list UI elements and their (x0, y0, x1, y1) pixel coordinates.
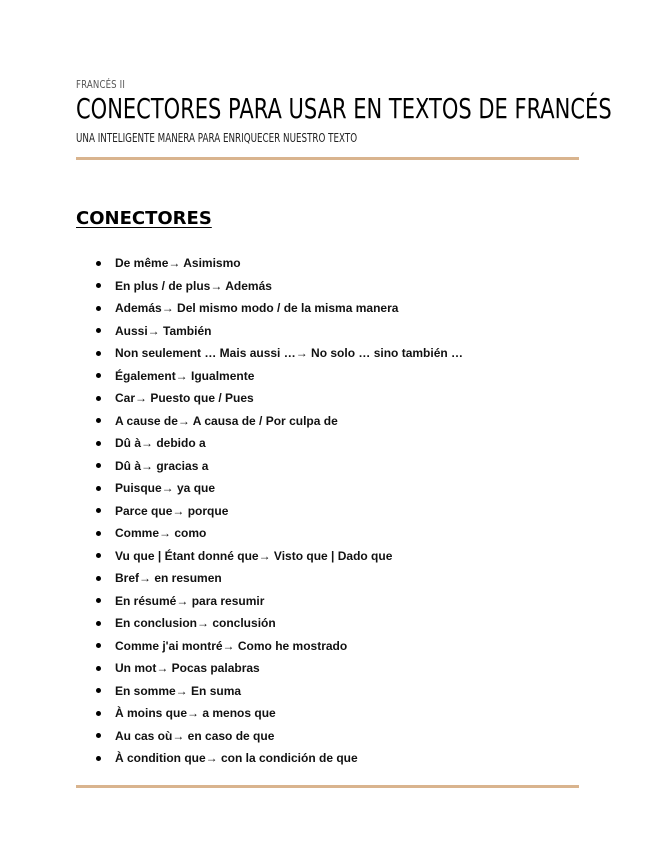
connector-text: De même→ Asimismo (115, 256, 241, 271)
top-divider (76, 157, 579, 160)
list-item (96, 297, 463, 320)
connector-text: Car→ Puesto que / Pues (115, 391, 254, 406)
bullet-icon (96, 463, 101, 468)
bullet-icon (96, 373, 101, 378)
bullet-icon (96, 441, 101, 446)
bullet-icon (96, 756, 101, 761)
connector-text: Bref→ en resumen (115, 571, 222, 586)
connector-text: Comme j'ai montré→ Como he mostrado (115, 638, 348, 653)
list-item (96, 275, 463, 298)
connector-text: En résumé→ para resumir (115, 593, 265, 608)
bottom-divider (76, 785, 579, 788)
page-title: CONECTORES PARA USAR EN TEXTOS DE FRANCÉS (76, 92, 612, 125)
course-label: FRANCÉS II (76, 78, 126, 91)
list-item (96, 477, 463, 500)
page-subtitle: UNA INTELIGENTE MANERA PARA ENRIQUECER NUESTRO TEXTO (76, 130, 358, 145)
list-item (96, 455, 463, 478)
bullet-icon (96, 553, 101, 558)
connector-text: En somme→ En suma (115, 683, 242, 698)
bullet-icon (96, 396, 101, 401)
connector-text: Parce que→ porque (115, 503, 229, 518)
bullet-icon (96, 418, 101, 423)
bullet-icon (96, 283, 101, 288)
bullet-icon (96, 576, 101, 581)
list-item (96, 252, 463, 275)
list-item (96, 590, 463, 613)
list-item (96, 725, 463, 748)
bullet-icon (96, 666, 101, 671)
connector-text: Au cas où→ en caso de que (115, 728, 275, 743)
connector-text: Puisque→ ya que (115, 481, 216, 496)
list-item (96, 320, 463, 343)
connector-text: Non seulement … Mais aussi …→ No solo … sino también … (115, 346, 464, 361)
bullet-icon (96, 508, 101, 513)
section-heading: CONECTORES (76, 208, 212, 229)
list-item (96, 635, 463, 658)
bullet-icon (96, 261, 101, 266)
list-item (96, 365, 463, 388)
connector-text: Dû à→ gracias a (115, 458, 209, 473)
list-item (96, 342, 463, 365)
bullet-icon (96, 621, 101, 626)
connector-text: À moins que→ a menos que (115, 706, 276, 721)
connector-text: Aussi→ También (115, 323, 212, 338)
list-item (96, 747, 463, 770)
connector-text: Un mot→ Pocas palabras (115, 661, 260, 676)
list-item (96, 545, 463, 568)
connector-text: Vu que | Étant donné que→ Visto que | Dado que (115, 548, 393, 563)
bullet-icon (96, 643, 101, 648)
list-item (96, 612, 463, 635)
bullet-icon (96, 688, 101, 693)
connector-text: Comme→ como (115, 526, 207, 541)
list-item (96, 567, 463, 590)
list-item (96, 410, 463, 433)
connector-text: Además→ Del mismo modo / de la misma manera (115, 301, 399, 316)
list-item (96, 657, 463, 680)
connector-list (96, 252, 463, 770)
bullet-icon (96, 328, 101, 333)
bullet-icon (96, 486, 101, 491)
bullet-icon (96, 531, 101, 536)
bullet-icon (96, 306, 101, 311)
connector-text: En conclusion→ conclusión (115, 616, 276, 631)
connector-text: Également→ Igualmente (115, 368, 255, 383)
bullet-icon (96, 598, 101, 603)
connector-text: A cause de→ A causa de / Por culpa de (115, 413, 338, 428)
bullet-icon (96, 351, 101, 356)
connector-text: À condition que→ con la condición de que (115, 751, 358, 766)
bullet-icon (96, 711, 101, 716)
connector-text: En plus / de plus→ Además (115, 278, 272, 293)
list-item (96, 702, 463, 725)
bullet-icon (96, 733, 101, 738)
list-item (96, 432, 463, 455)
list-item (96, 680, 463, 703)
list-item (96, 500, 463, 523)
connector-text: Dû à→ debido a (115, 436, 206, 451)
list-item (96, 522, 463, 545)
list-item (96, 387, 463, 410)
